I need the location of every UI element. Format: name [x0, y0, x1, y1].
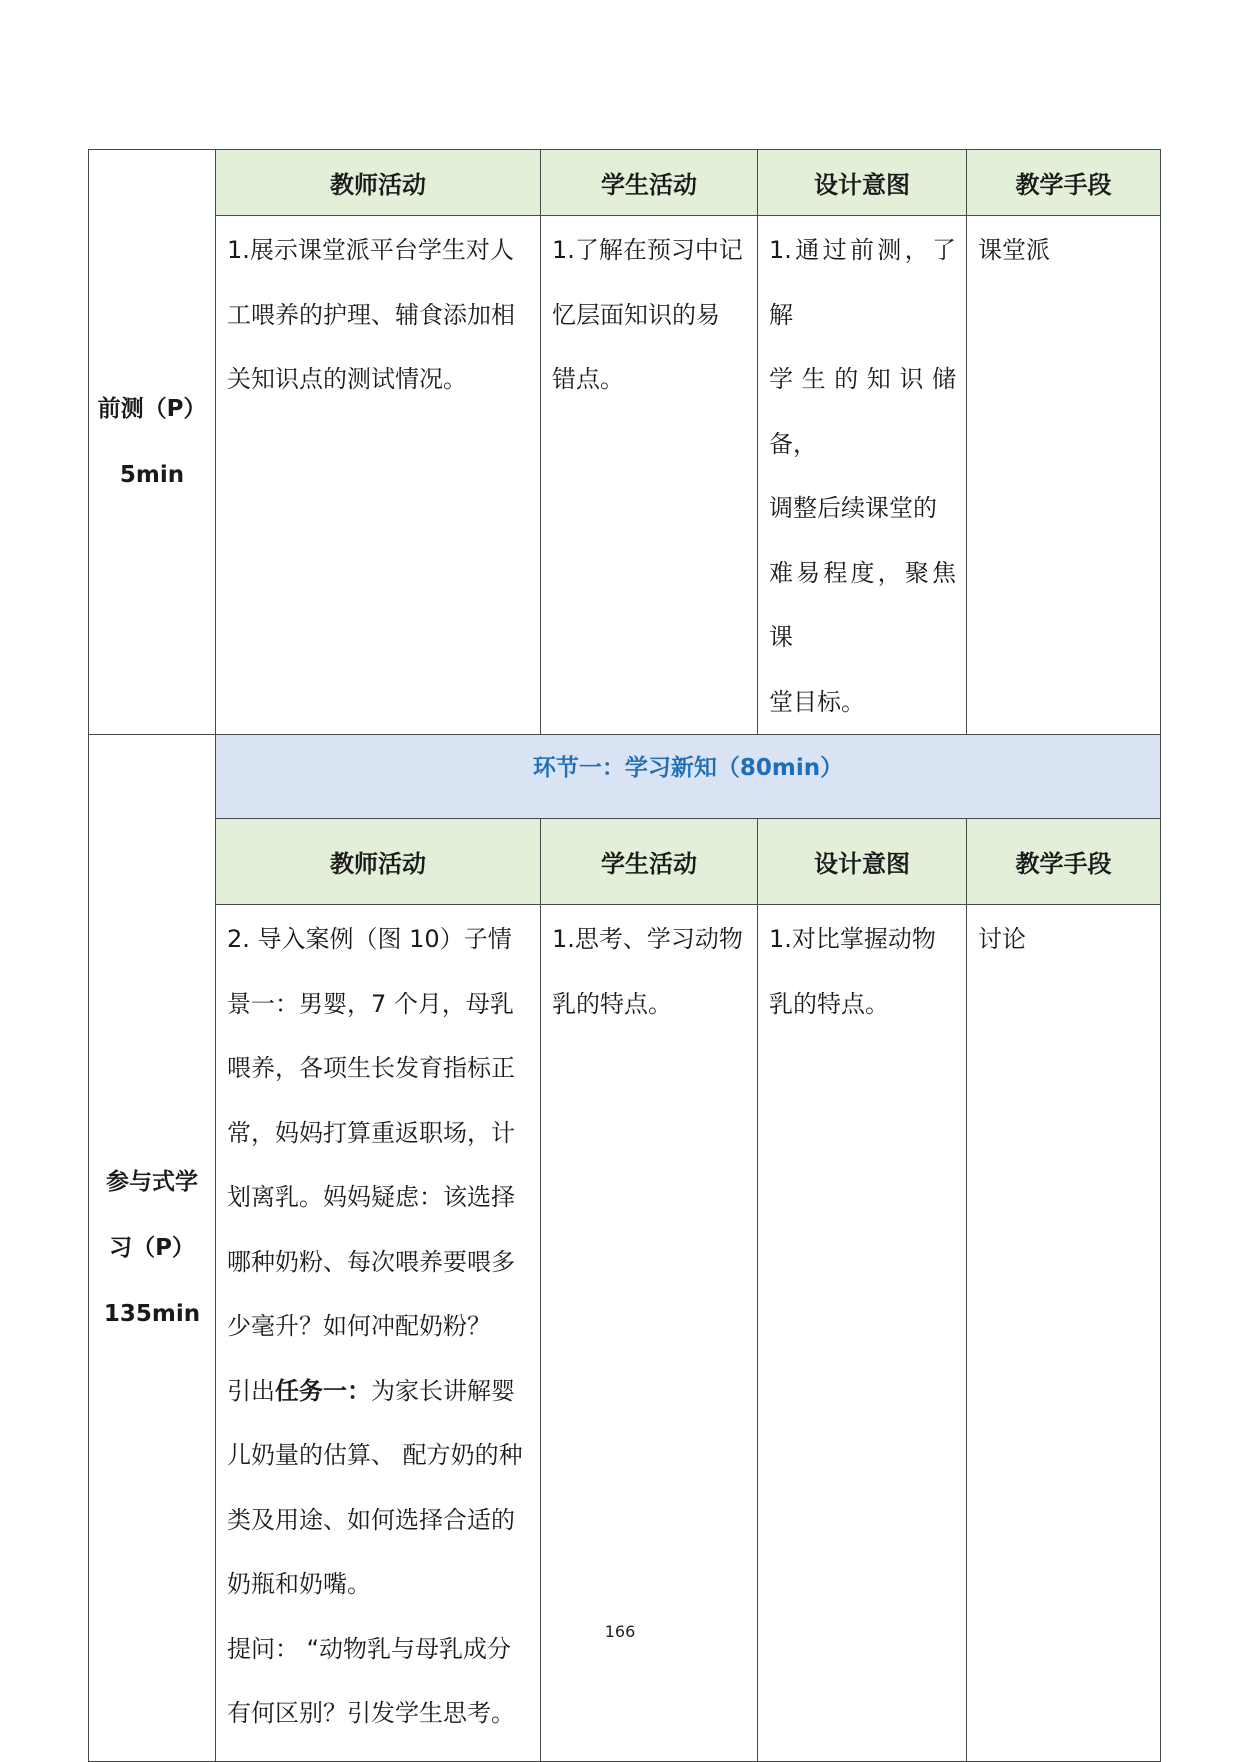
learning-student-activity: 1.思考、学习动物 乳的特点。 — [541, 905, 758, 1762]
pretest-teacher-activity: 1.展示课堂派平台学生对人 工喂养的护理、辅食添加相 关知识点的测试情况。 — [216, 216, 541, 735]
lesson-plan-table — [88, 149, 1161, 1762]
phase-label: 参与式学 — [106, 1169, 198, 1195]
header-student-activity: 学生活动 — [541, 150, 758, 216]
phase-duration: 135min — [103, 1301, 201, 1327]
phase-pretest — [89, 150, 216, 735]
header-teacher-activity: 教师活动 — [216, 150, 541, 216]
pretest-teaching-means: 课堂派 — [967, 216, 1161, 735]
phase-participatory — [89, 735, 216, 1762]
task-one-label: 任务一： — [275, 1376, 371, 1405]
header-teacher-activity: 教师活动 — [216, 819, 541, 905]
header-teaching-means: 教学手段 — [967, 150, 1161, 216]
learning-design-intent: 1.对比掌握动物 乳的特点。 — [758, 905, 967, 1762]
pretest-design-intent: 1.通过前测，了解 学生的知识储备， 调整后续课堂的 难易程度，聚焦课 堂目标。 — [758, 216, 967, 735]
header-design-intent: 设计意图 — [758, 819, 967, 905]
learning-teaching-means: 讨论 — [967, 905, 1161, 1762]
pretest-student-activity: 1.了解在预习中记 忆层面知识的易 错点。 — [541, 216, 758, 735]
question-line: 提问： “动物乳与母乳成分 — [227, 1634, 512, 1663]
section-title: 环节一：学习新知（80min） — [216, 735, 1161, 819]
phase-label-cont: 习（P） — [109, 1235, 195, 1261]
header-design-intent: 设计意图 — [758, 150, 967, 216]
learning-teacher-activity: 2. 导入案例（图 10）子情 景一：男婴，7 个月，母乳 喂养，各项生长发育指标正 常，妈妈打算重返职场，计 划离乳。妈妈疑虑：该选择 哪种奶粉、每次喂养要喂多 少毫升？如何冲配奶粉？ 引出任务一：为家长讲解婴 儿奶量的估算、 配方奶的种 类及用途、如何选择合适的 奶瓶和奶嘴。 提问： “动物乳与母乳成分 有何区别？引发学生思考。 — [216, 905, 541, 1762]
header-student-activity: 学生活动 — [541, 819, 758, 905]
phase-duration: 5min — [119, 462, 185, 488]
task-one-line: 引出任务一：为家长讲解婴 — [227, 1376, 515, 1405]
header-teaching-means: 教学手段 — [967, 819, 1161, 905]
page-number: 166 — [604, 1622, 636, 1641]
phase-label: 前测（P） — [97, 396, 207, 422]
